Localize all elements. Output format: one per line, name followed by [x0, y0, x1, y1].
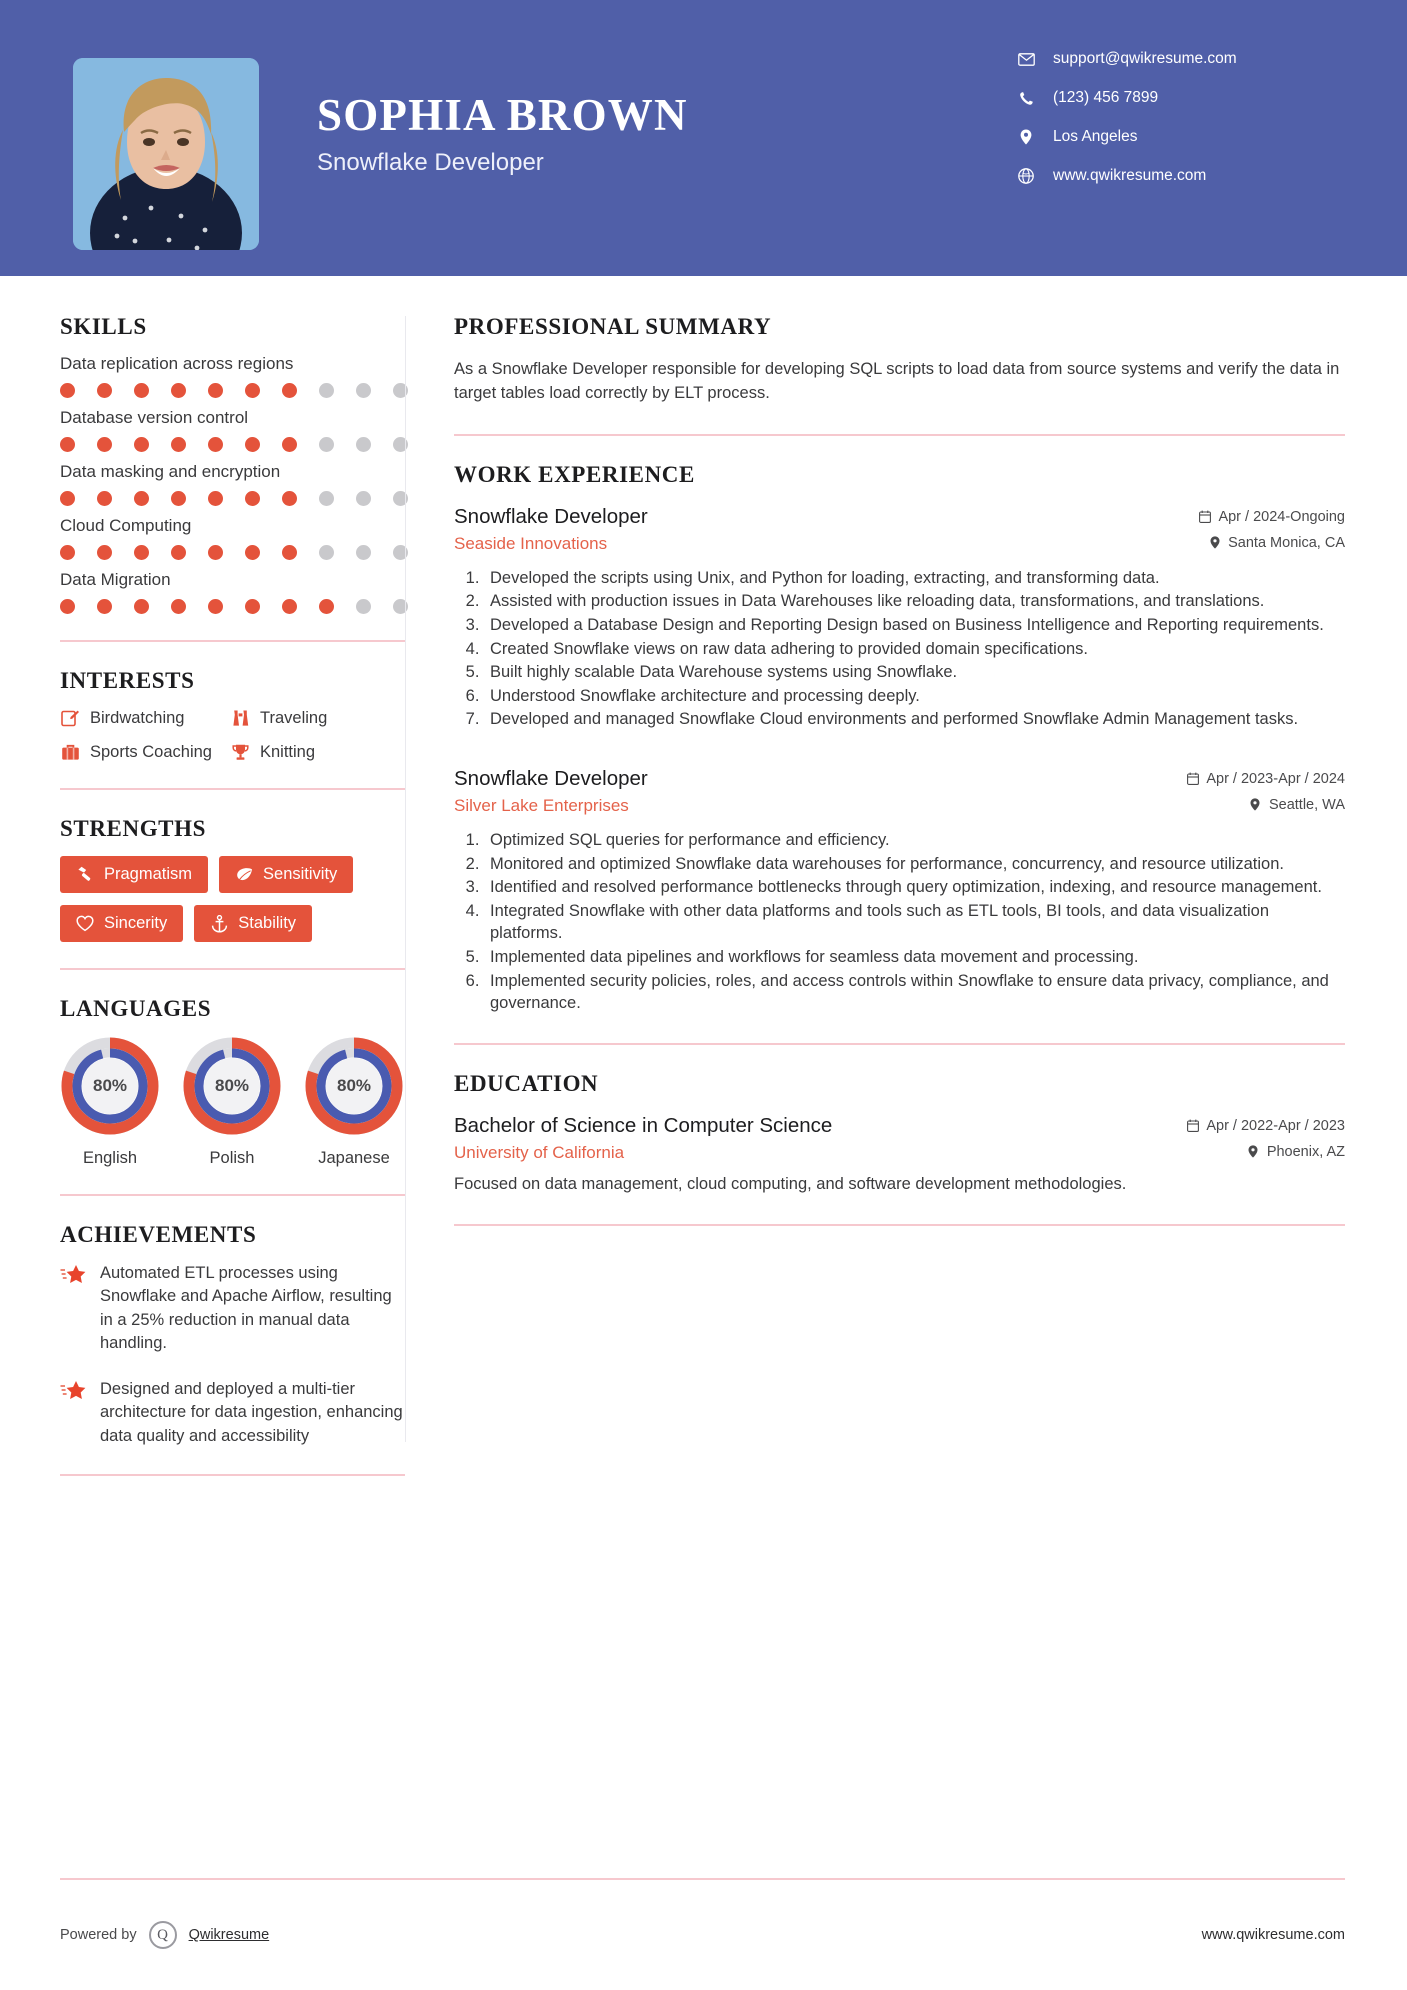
school-name: University of California — [454, 1142, 625, 1162]
rating-dot-filled — [134, 545, 149, 560]
divider — [60, 968, 405, 970]
star-icon — [60, 1262, 86, 1356]
strength-tag — [219, 856, 353, 893]
job-location — [1198, 535, 1345, 551]
rating-dot-filled — [60, 383, 75, 398]
rating-dot-empty — [356, 599, 371, 614]
education-location-text: Phoenix, AZ — [1266, 1143, 1345, 1160]
powered-by — [60, 1921, 269, 1949]
experience-list — [454, 505, 1345, 1015]
contact-website[interactable] — [1017, 167, 1317, 185]
section-interests — [60, 668, 405, 762]
rating-dot-filled — [60, 599, 75, 614]
contact-phone-text: (123) 456 7899 — [1053, 89, 1159, 106]
strength-tag — [194, 905, 312, 942]
location-pin-icon — [1249, 798, 1262, 812]
briefcase-icon — [60, 742, 80, 762]
main-content — [406, 276, 1407, 1502]
footer — [0, 1880, 1407, 1990]
skills-heading: SKILLS — [60, 314, 147, 339]
contact-list — [1017, 50, 1317, 250]
contact-location — [1017, 128, 1317, 146]
binoculars-icon — [230, 708, 250, 728]
job-bullet: 6. Understood Snowflake architecture and processing deeply. — [484, 685, 1345, 708]
skill-item — [60, 462, 405, 506]
powered-by-label: Powered by — [60, 1927, 137, 1943]
language-percent: 80% — [214, 1076, 250, 1095]
rating-dot-filled — [208, 437, 223, 452]
calendar-icon — [1186, 1119, 1199, 1133]
calendar-icon — [1186, 772, 1199, 786]
divider — [60, 1474, 405, 1476]
section-achievements — [60, 1222, 405, 1448]
section-languages — [60, 996, 405, 1168]
header-identity — [317, 92, 1017, 250]
skill-rating — [60, 545, 405, 560]
skill-label: Cloud Computing — [60, 516, 192, 535]
rating-dot-filled — [208, 491, 223, 506]
interests-heading: INTERESTS — [60, 668, 195, 693]
contact-email[interactable] — [1017, 50, 1317, 68]
rating-dot-filled — [171, 545, 186, 560]
job-bullet: 5. Implemented data pipelines and workflows for seamless data movement and processing. — [484, 946, 1345, 969]
interest-label: Sports Coaching — [90, 742, 212, 761]
section-education — [454, 1071, 1345, 1196]
job-dates-text: Apr / 2023-Apr / 2024 — [1206, 770, 1345, 787]
interest-item — [230, 708, 405, 728]
rating-dot-filled — [282, 599, 297, 614]
rating-dot-filled — [134, 437, 149, 452]
interests-list — [60, 708, 405, 762]
rating-dot-filled — [282, 383, 297, 398]
rating-dot-filled — [245, 437, 260, 452]
leaf-icon — [235, 866, 253, 884]
language-label: Japanese — [318, 1149, 390, 1167]
strengths-heading: STRENGTHS — [60, 816, 207, 841]
skill-rating — [60, 491, 405, 506]
company-name: Seaside Innovations — [454, 533, 608, 553]
skill-rating — [60, 383, 405, 398]
rating-dot-filled — [208, 545, 223, 560]
job-dates — [1186, 771, 1345, 787]
job-meta — [1198, 505, 1345, 551]
degree-title: Bachelor of Science in Computer Science — [454, 1113, 833, 1137]
location-pin-icon — [1247, 1145, 1260, 1159]
divider — [454, 434, 1345, 436]
rating-dot-empty — [319, 437, 334, 452]
job-spacer — [454, 739, 1345, 767]
contact-website-text: www.qwikresume.com — [1053, 167, 1207, 184]
skills-list — [60, 354, 405, 614]
summary-heading: PROFESSIONAL SUMMARY — [454, 314, 772, 339]
rating-dot-filled — [97, 437, 112, 452]
job-dates-text: Apr / 2024-Ongoing — [1218, 508, 1345, 525]
page-title: SOPHIA BROWN — [317, 90, 688, 140]
strength-tag — [60, 905, 183, 942]
rating-dot-filled — [171, 383, 186, 398]
language-item — [182, 1036, 282, 1168]
hammer-icon — [76, 866, 94, 884]
language-percent: 80% — [336, 1076, 372, 1095]
qwikresume-brand-link[interactable]: Qwikresume — [188, 1927, 270, 1943]
rating-dot-filled — [97, 545, 112, 560]
strength-label: Sincerity — [104, 914, 168, 932]
skill-rating — [60, 599, 405, 614]
education-heading: EDUCATION — [454, 1070, 599, 1096]
note-pencil-icon — [60, 708, 80, 728]
job-bullet: 1. Optimized SQL queries for performance and efficiency. — [484, 829, 1345, 852]
strength-label: Stability — [238, 914, 297, 932]
job-bullet: 3. Identified and resolved performance bottlenecks through query optimization, indexing, and resource management. — [484, 876, 1345, 899]
divider — [454, 1224, 1345, 1226]
achievement-text: Designed and deployed a multi-tier architecture for data ingestion, enhancing data quality and accessibility — [100, 1379, 403, 1445]
job-bullet: 4. Integrated Snowflake with other data platforms and tools such as ETL tools, BI tools, and data visualization platforms. — [484, 900, 1345, 945]
language-donut-chart — [304, 1036, 404, 1136]
rating-dot-filled — [245, 599, 260, 614]
skill-label: Data Migration — [60, 570, 171, 589]
job-bullet: 4. Created Snowflake views on raw data adhering to provided domain specifications. — [484, 638, 1345, 661]
skill-rating — [60, 437, 405, 452]
divider — [454, 1043, 1345, 1045]
contact-phone[interactable] — [1017, 89, 1317, 107]
interest-label: Traveling — [260, 708, 328, 727]
rating-dot-filled — [60, 545, 75, 560]
skill-item — [60, 570, 405, 614]
job-bullet: 2. Monitored and optimized Snowflake data warehouses for performance, concurrency, and resource utilization. — [484, 853, 1345, 876]
divider — [60, 788, 405, 790]
strength-label: Sensitivity — [263, 865, 338, 883]
interest-label: Knitting — [260, 742, 316, 761]
rating-dot-filled — [319, 599, 334, 614]
skill-item — [60, 516, 405, 560]
strengths-list — [60, 856, 410, 942]
skill-label: Database version control — [60, 408, 249, 427]
rating-dot-filled — [208, 599, 223, 614]
achievement-text: Automated ETL processes using Snowflake and Apache Airflow, resulting in a 25% reduction in manual data handling. — [100, 1264, 392, 1353]
language-label: English — [82, 1149, 138, 1167]
language-item — [60, 1036, 160, 1168]
job-dates — [1198, 509, 1345, 525]
education-description: Focused on data management, cloud computing, and software development methodologies. — [454, 1174, 1127, 1193]
job-meta — [1186, 767, 1345, 813]
contact-email-text: support@qwikresume.com — [1053, 50, 1237, 67]
divider — [60, 640, 405, 642]
rating-dot-filled — [245, 491, 260, 506]
rating-dot-filled — [97, 383, 112, 398]
avatar — [73, 58, 259, 250]
rating-dot-filled — [171, 599, 186, 614]
job-location-text: Santa Monica, CA — [1228, 534, 1345, 551]
rating-dot-empty — [356, 545, 371, 560]
job-role-subtitle: Snowflake Developer — [317, 149, 544, 177]
education-dates-text: Apr / 2022-Apr / 2023 — [1206, 1117, 1345, 1134]
job-bullet-list — [484, 567, 1345, 731]
achievements-heading: ACHIEVEMENTS — [60, 1222, 257, 1247]
rating-dot-filled — [134, 599, 149, 614]
skill-label: Data replication across regions — [60, 354, 294, 373]
location-pin-icon — [1208, 536, 1221, 550]
globe-icon — [1017, 167, 1035, 185]
job-location — [1186, 797, 1345, 813]
resume-header — [0, 0, 1407, 276]
rating-dot-filled — [245, 383, 260, 398]
language-donut-chart — [60, 1036, 160, 1136]
rating-dot-filled — [208, 383, 223, 398]
rating-dot-filled — [60, 491, 75, 506]
rating-dot-filled — [282, 491, 297, 506]
interest-label: Birdwatching — [90, 708, 185, 727]
star-icon — [60, 1378, 86, 1448]
rating-dot-filled — [134, 491, 149, 506]
rating-dot-empty — [319, 491, 334, 506]
section-summary — [454, 314, 1345, 406]
section-skills — [60, 314, 405, 614]
education-meta — [1186, 1114, 1345, 1160]
resume-body — [0, 276, 1407, 1502]
job-bullet-list — [484, 829, 1345, 1015]
job-title: Snowflake Developer — [454, 504, 648, 528]
interest-item — [60, 742, 230, 762]
rating-dot-empty — [319, 545, 334, 560]
email-icon — [1017, 50, 1035, 68]
qwikresume-logo-icon — [149, 1921, 177, 1949]
rating-dot-filled — [134, 383, 149, 398]
rating-dot-filled — [171, 437, 186, 452]
language-item — [304, 1036, 404, 1168]
divider — [60, 1194, 405, 1196]
rating-dot-empty — [356, 383, 371, 398]
job-bullet: 3. Developed a Database Design and Reporting Design based on Business Intelligence and Reporting requirements. — [484, 614, 1345, 637]
skill-item — [60, 354, 405, 398]
job-bullet: 5. Built highly scalable Data Warehouse systems using Snowflake. — [484, 661, 1345, 684]
language-percent: 80% — [92, 1076, 128, 1095]
job-bullet: 6. Implemented security policies, roles, and access controls within Snowflake to ensure data privacy, compliance, and governance. — [484, 970, 1345, 1015]
education-location — [1186, 1144, 1345, 1160]
achievement-item — [60, 1262, 405, 1356]
languages-heading: LANGUAGES — [60, 996, 212, 1021]
location-pin-icon — [1017, 128, 1035, 146]
job-title: Snowflake Developer — [454, 766, 648, 790]
rating-dot-filled — [245, 545, 260, 560]
rating-dot-empty — [319, 383, 334, 398]
skill-item — [60, 408, 405, 452]
section-experience — [454, 462, 1345, 1015]
rating-dot-filled — [282, 437, 297, 452]
interest-item — [60, 708, 230, 728]
avatar-photo — [73, 58, 259, 250]
rating-dot-filled — [97, 599, 112, 614]
logo-letter: Q — [157, 1926, 168, 1943]
summary-text: As a Snowflake Developer responsible for developing SQL scripts to load data from source systems and verify the data in target tables load correctly by ELT process. — [454, 360, 1340, 403]
trophy-icon — [230, 742, 250, 762]
language-label: Polish — [209, 1149, 255, 1167]
company-name: Silver Lake Enterprises — [454, 795, 629, 815]
rating-dot-filled — [282, 545, 297, 560]
calendar-icon — [1198, 510, 1211, 524]
job-bullet: 1. Developed the scripts using Unix, and Python for loading, extracting, and transforming data. — [484, 567, 1345, 590]
contact-location-text: Los Angeles — [1053, 128, 1138, 145]
job-entry — [454, 767, 1345, 1015]
job-bullet: 7. Developed and managed Snowflake Cloud environments and performed Snowflake Admin Management tasks. — [484, 708, 1345, 731]
job-entry — [454, 505, 1345, 731]
achievement-item — [60, 1378, 405, 1448]
strength-tag — [60, 856, 208, 893]
rating-dot-empty — [356, 437, 371, 452]
languages-list — [60, 1036, 405, 1168]
heart-icon — [76, 915, 94, 933]
sidebar — [0, 276, 405, 1502]
achievements-list — [60, 1262, 405, 1448]
rating-dot-filled — [97, 491, 112, 506]
rating-dot-empty — [356, 491, 371, 506]
education-entry — [454, 1114, 1345, 1196]
skill-label: Data masking and encryption — [60, 462, 281, 481]
experience-heading: WORK EXPERIENCE — [454, 461, 695, 487]
section-strengths — [60, 816, 405, 942]
footer-website[interactable]: www.qwikresume.com — [1201, 1927, 1345, 1943]
rating-dot-filled — [171, 491, 186, 506]
interest-item — [230, 742, 405, 762]
job-location-text: Seattle, WA — [1268, 796, 1345, 813]
phone-icon — [1017, 89, 1035, 107]
job-bullet: 2. Assisted with production issues in Data Warehouses like reloading data, transformations, and translations. — [484, 590, 1345, 613]
anchor-icon — [210, 915, 228, 933]
language-donut-chart — [182, 1036, 282, 1136]
strength-label: Pragmatism — [104, 865, 193, 883]
rating-dot-filled — [60, 437, 75, 452]
education-dates — [1186, 1118, 1345, 1134]
